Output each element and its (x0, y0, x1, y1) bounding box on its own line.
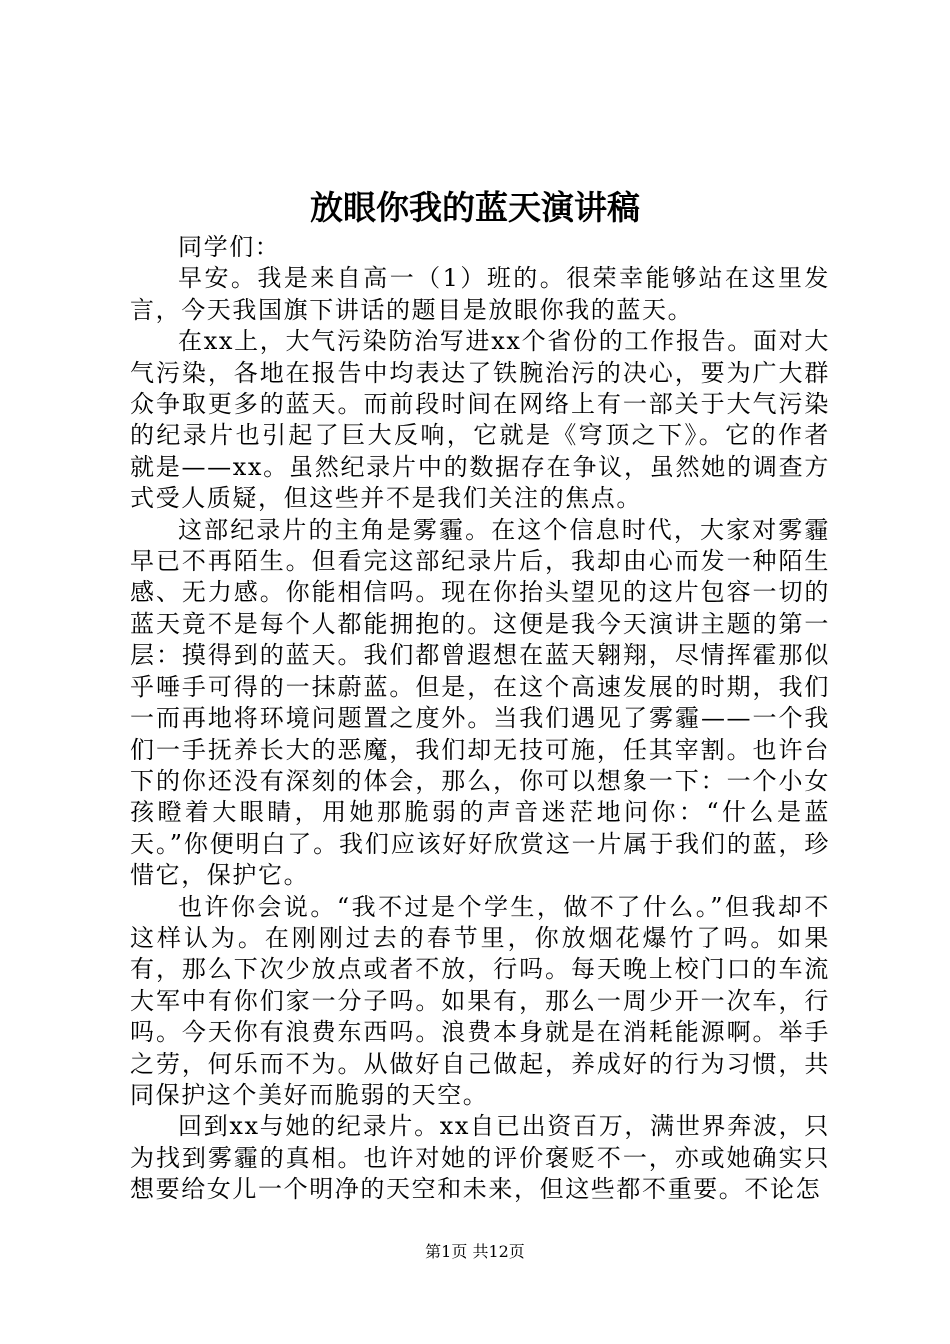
paragraph-1: 早安。我是来自高一（1）班的。很荣幸能够站在这里发言，今天我国旗下讲话的题目是放眼你我的蓝天。 (130, 264, 830, 324)
paragraph-2: 在xx上，大气污染防治写进xx个省份的工作报告。面对大气污染，各地在报告中均表达了铁腕治污的决心，要为广大群众争取更多的蓝天。而前段时间在网络上有一部关于大气污染的纪录片也引起了巨大反响，它就是《穹顶之下》。它的作者就是——xx。虽然纪录片中的数据存在争议，虽然她的调查方式受人质疑，但这些并不是我们关注的焦点。 (130, 327, 830, 513)
page-number-footer: 第1页 共12页 (425, 1242, 525, 1261)
paragraph-4: 也许你会说。“我不过是个学生，做不了什么。”但我却不这样认为。在刚刚过去的春节里，你放烟花爆竹了吗。如果有，那么下次少放点或者不放，行吗。每天晚上校门口的车流大军中有你们家一分子吗。如果有，那么一周少开一次车，行吗。今天你有浪费东西吗。浪费本身就是在消耗能源啊。举手之劳，何乐而不为。从做好自己做起，养成好的行为习惯，共同保护这个美好而脆弱的天空。 (130, 892, 830, 1109)
paragraph-5: 回到xx与她的纪录片。xx自已出资百万，满世界奔波，只为找到雾霾的真相。也许对她的评价褒贬不一，亦或她确实只想要给女儿一个明净的天空和未来，但这些都不重要。不论怎 (130, 1112, 830, 1204)
paragraph-greeting: 同学们： (178, 233, 281, 261)
paragraph-3: 这部纪录片的主角是雾霾。在这个信息时代，大家对雾霾早已不再陌生。但看完这部纪录片后，我却由心而发一种陌生感、无力感。你能相信吗。现在你抬头望见的这片包容一切的蓝天竟不是每个人都能拥抱的。这便是我今天演讲主题的第一层：摸得到的蓝天。我们都曾遐想在蓝天翱翔，尽情挥霍那似乎唾手可得的一抹蔚蓝。但是，在这个高速发展的时期，我们一而再地将环境问题置之度外。当我们遇见了雾霾——一个我们一手抚养长大的恶魔，我们却无技可施，任其宰割。也许台下的你还没有深刻的体会，那么，你可以想象一下：一个小女孩瞪着大眼睛，用她那脆弱的声音迷茫地问你：“什么是蓝天。”你便明白了。我们应该好好欣赏这一片属于我们的蓝，珍惜它，保护它。 (130, 515, 830, 890)
document-body (130, 232, 830, 1206)
document-title: 放眼你我的蓝天演讲稿 (310, 188, 640, 227)
